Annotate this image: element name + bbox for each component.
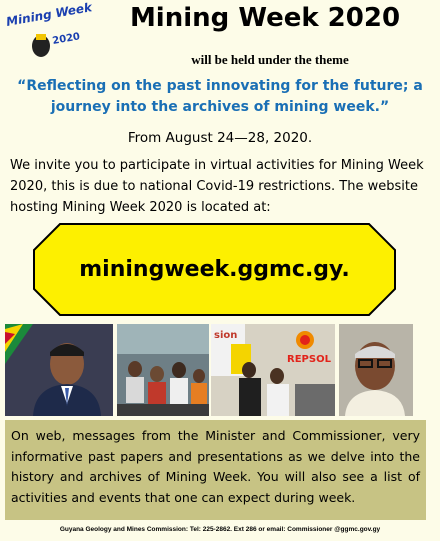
photo-minister	[5, 324, 113, 416]
photo-exhibition	[211, 324, 335, 416]
website-url[interactable]: miningweek.ggmc.gy.	[79, 257, 350, 282]
info-box: On web, messages from the Minister and Commissioner, very informative past papers and presentations as we delve into the history and archives of Mining Week. You will also see a list of activities and events that one can expect during week.	[5, 420, 426, 520]
photo-sign-right: REPSOL	[287, 354, 331, 365]
mining-week-logo	[3, 0, 93, 66]
website-banner[interactable]	[32, 222, 397, 317]
svg-text:Mining Week: Mining Week	[5, 0, 93, 29]
svg-text:2020: 2020	[51, 31, 81, 47]
footer-contact: Guyana Geology and Mines Commission: Tel: 225-2862. Ext 286 or email: Commissioner @ggmc.gov.gy	[59, 526, 381, 533]
theme-quote: “Reflecting on the past innovating for the future; a journey into the archives of mining week.”	[17, 78, 423, 115]
invitation-text: We invite you to participate in virtual activities for Mining Week 2020, this is due to national Covid-19 restrictions. The website hosting Mining Week 2020 is located at:	[10, 158, 424, 215]
theme-intro: will be held under the theme	[191, 52, 349, 67]
photo-audience	[117, 324, 209, 416]
event-dates: From August 24—28, 2020.	[127, 130, 313, 146]
photo-commissioner	[339, 324, 413, 416]
page-title: Mining Week 2020	[129, 3, 401, 33]
photo-sign-left: sion	[214, 330, 238, 341]
photo-strip	[5, 324, 435, 416]
